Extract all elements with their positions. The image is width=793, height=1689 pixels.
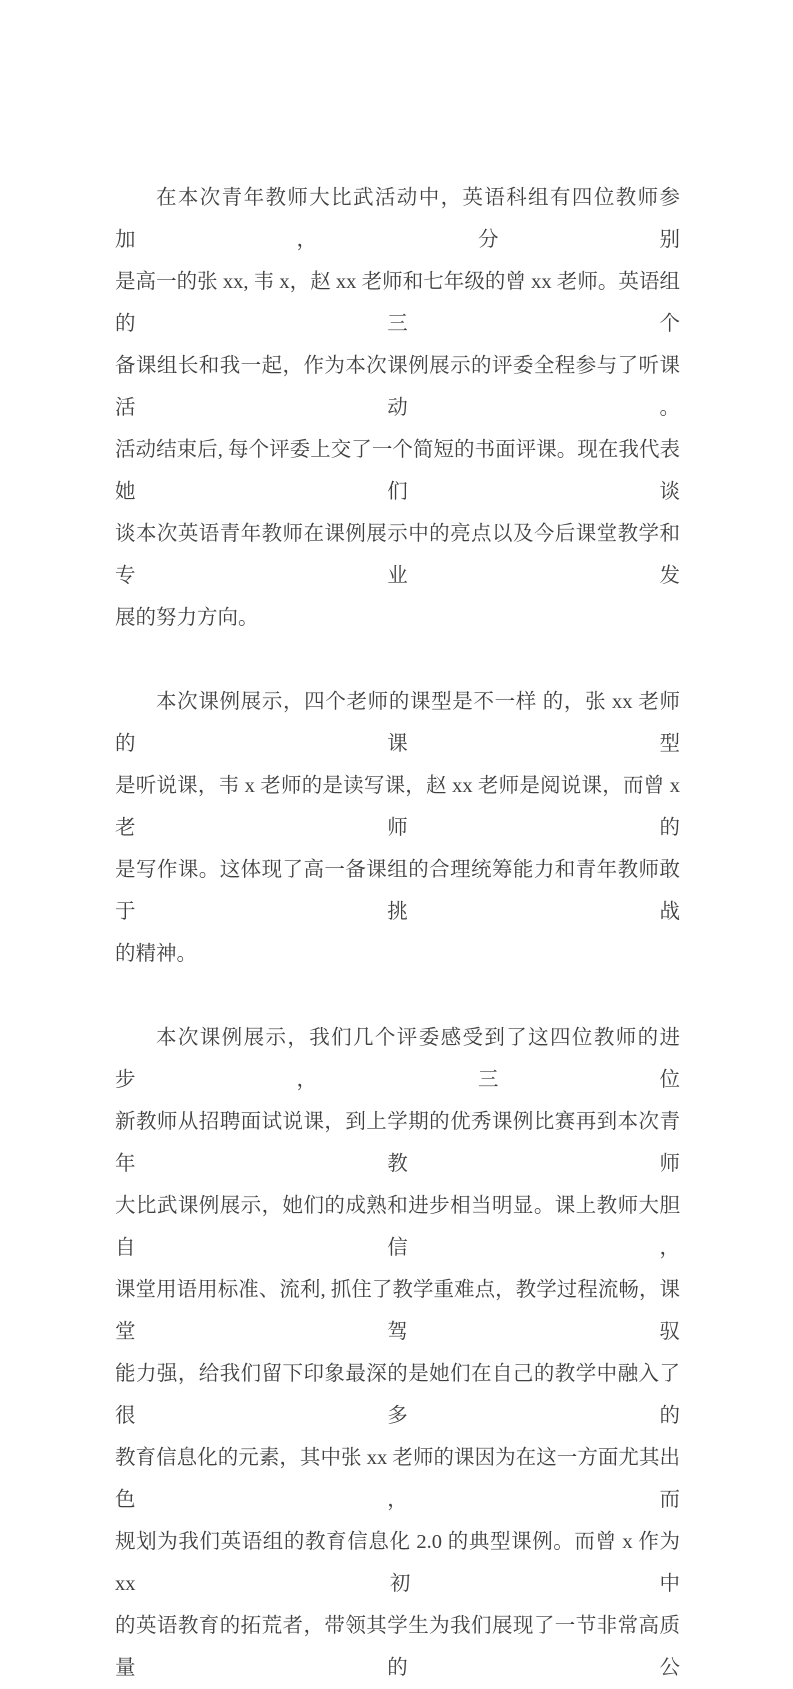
text-line: 教育信息化的元素，其中张 xx 老师的课因为在这一方面尤其出色，而 bbox=[115, 1447, 680, 1511]
text-line: 备课组长和我一起，作为本次课例展示的评委全程参与了听课活动。 bbox=[115, 355, 680, 419]
text-line: 本次课例展示，我们几个评委感受到了这四位教师的进步，三位 bbox=[115, 1027, 680, 1091]
paragraph bbox=[115, 681, 686, 975]
text-line: 活动结束后, 每个评委上交了一个简短的书面评课。现在我代表她们谈 bbox=[115, 439, 680, 503]
text-line: 新教师从招聘面试说课，到上学期的优秀课例比赛再到本次青年教师 bbox=[115, 1111, 680, 1175]
text-line: 谈本次英语青年教师在课例展示中的亮点以及今后课堂教学和专业发 bbox=[115, 523, 680, 587]
text-line: 在本次青年教师大比武活动中，英语科组有四位教师参加，分别 bbox=[115, 187, 680, 251]
text-line: 课堂用语用标准、流利, 抓住了教学重难点，教学过程流畅，课堂驾驭 bbox=[115, 1279, 680, 1343]
paragraph bbox=[115, 1017, 686, 1689]
text-line: 是听说课，韦 x 老师的是读写课，赵 xx 老师是阅说课，而曾 x 老师的 bbox=[115, 775, 686, 839]
text-line: 是高一的张 xx, 韦 x，赵 xx 老师和七年级的曾 xx 老师。英语组的三个 bbox=[115, 271, 680, 335]
text-line: 展的努力方向。 bbox=[115, 607, 259, 629]
text-line: 是写作课。这体现了高一备课组的合理统筹能力和青年教师敢于挑战 bbox=[115, 859, 680, 923]
paragraph bbox=[115, 177, 680, 639]
text-line: 的英语教育的拓荒者，带领其学生为我们展现了一节非常高质量的公 bbox=[115, 1615, 680, 1679]
text-line: 的精神。 bbox=[115, 943, 197, 965]
text-line: 本次课例展示，四个老师的课型是不一样 的，张 xx 老师的课型 bbox=[115, 691, 680, 755]
text-line: 大比武课例展示，她们的成熟和进步相当明显。课上教师大胆自信， bbox=[115, 1195, 680, 1259]
text-line: 能力强，给我们留下印象最深的是她们在自己的教学中融入了很多的 bbox=[115, 1363, 680, 1427]
text-line: 规划为我们英语组的教育信息化 2.0 的典型课例。而曾 x 作为 xx 初中 bbox=[115, 1531, 686, 1595]
